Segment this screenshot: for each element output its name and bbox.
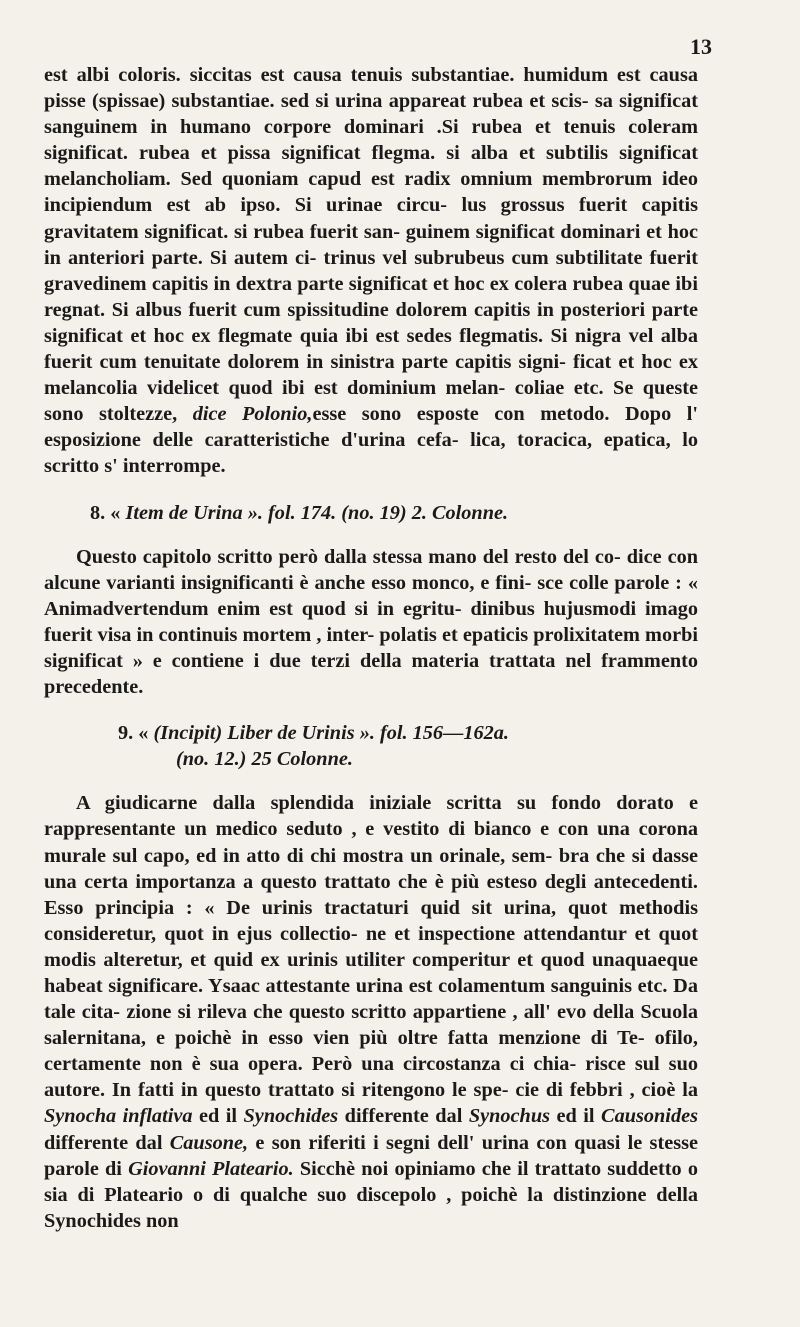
heading-reference: ». fol. 174. (no. 19) 2. Colonne. [247,501,509,524]
text-line: dal [435,1105,469,1128]
text-line: trinus vel subrubeus cum subtilitate fuerit gravedinem capitis in [44,246,698,295]
text-line: ne et inspectione attendantur et quot modis alteretur, et quid ex [44,922,699,971]
italic-term: Synocha inflativa [44,1105,193,1128]
text-line: Ysaac attestante urina est colamentum sanguinis etc. Da tale cita- [44,975,698,1024]
text-line: significat et hoc ex flegmate quia ibi est sedes flegmatis. Si nigra [44,324,622,347]
text-line: i segni dell' urina con quasi le stesse parole di [44,1131,698,1180]
page-body [44,62,698,1234]
text-line: guinem significat dominari et hoc in anteriori parte. Si autem ci- [44,220,698,269]
italic-term: Causonides [601,1105,698,1128]
page-number: 13 [690,34,712,59]
text-line: con metodo. Dopo l' esposizione delle caratteristiche d'urina cefa- [44,403,699,452]
text-line: qualche suo discepolo , poichè la distinzione della Synochides non [44,1183,699,1232]
text-fragment: differente dal [44,1131,170,1154]
text-line: terzi della materia trattata nel frammento precedente. [44,649,698,699]
text-line: omnium membrorum ideo incipiendum est ab ipso. Si urinae circu- [44,168,698,217]
text-line: zione si rileva che questo scritto appartiene , all' evo della Scuola [126,1001,698,1024]
text-line: ofilo, certamente non è sua opera. Però una circostanza ci chia- [44,1027,698,1076]
text-line: dinibus hujusmodi imago fuerit visa in continuis mortem , inter- [44,597,698,646]
text-line: et subtilis significat melancholiam. Sed quoniam capud est radix [44,142,698,191]
text-line: esteso degli antecedenti. Esso principia : « De urinis tractaturi [44,870,698,919]
text-line: causa pisse (spissae) substantiae. sed si urina appareat rubea et scis- [44,64,698,113]
text-line: Sicchè noi opiniamo che il trattato suddetto o sia di Plateario o di [44,1157,698,1206]
text-line: A giudicarne dalla splendida iniziale scritta su fondo dorato e [76,792,698,815]
heading-reference-line2: (no. 12.) 25 Colonne. [176,748,353,771]
heading-number: 8. « [90,501,121,524]
section-heading-8 [44,500,698,526]
text-line: est albi coloris. siccitas est causa tenuis substantiae. humidum est [44,64,641,86]
italic-quote: dice Polonio, [192,403,313,426]
text-line: sa significat sanguinem in humano corpore dominari .Si rubea et [44,90,698,139]
text-line: vel alba fuerit cum tenuitate dolorem in sinistra parte capitis signi- [44,324,698,374]
italic-term: Synochus [468,1105,550,1128]
text-line: corona murale sul capo, ed in atto di chi mostra un orinale, sem- [44,818,698,867]
text-line: lus grossus fuerit capitis gravitatem significat. si rubea fuerit san- [44,194,698,243]
text-line: Questo capitolo scritto però dalla stessa mano del resto del co- [76,545,621,568]
text-line: polatis et epaticis prolixitatem morbi significat » e contiene i due [44,623,698,672]
text-line: albus fuerit cum spissitudine dolorem capitis in posteriori parte [135,298,698,321]
text-fragment: ed il [550,1105,602,1128]
text-fragment: differente [338,1105,429,1128]
text-line: salernitana, e poichè in esso vien più oltre fatta menzione di Te- [44,1027,645,1050]
text-fragment: ed il [192,1105,244,1128]
italic-term: Synochides [243,1105,339,1128]
text-line: quid sit urina, quot methodis consideretur, quot in ejus collectio- [44,896,698,945]
italic-term: Causone, [169,1131,249,1154]
text-line: risce sul suo autore. In fatti in questo trattato si ritengono le spe- [44,1053,698,1102]
heading-reference: ». fol. 156—162a. [359,722,509,745]
text-line: sce colle parole : « Animadvertendum enim est quod si in egritu- [44,571,698,620]
heading-number: 9. « [118,722,149,745]
heading-title: (Incipit) Liber de Urinis [153,722,355,745]
section-heading-9 [44,720,698,772]
text-line: lica, toracica, epatica, lo scritto s' interrompe. [44,429,698,478]
italic-author: Giovanni Plateario. [128,1157,294,1180]
paragraph-3 [44,790,698,1234]
text-line: urinis utiliter comperitur et quod unaquaeque habeat significare. [44,948,698,997]
text-line: dice con alcune varianti insignificanti è anche esso monco, e fini- [44,545,698,594]
text-line: tenuis coleram significat. rubea et pissa significat flegma. si alba [44,116,698,165]
paragraph-2 [44,544,698,701]
text-line: dextra parte significat et hoc ex colera rubea quae ibi regnat. Si [44,272,698,321]
text-line: esse sono esposte [312,403,479,426]
heading-title: Item de Urina [125,501,243,524]
text-line: coliae etc. Se queste sono stoltezze, [44,377,698,426]
text-line: bra che si dasse una certa importanza a questo trattato che è più [44,844,699,893]
paragraph-1 [44,62,698,480]
text-line: cie di febbri , cioè la [515,1079,699,1102]
text-line: rappresentante un medico seduto , e vestito di bianco e con una [44,818,630,841]
text-line: ficat et hoc ex melancolia videlicet quod ibi est dominium melan- [44,351,698,400]
text-fragment: e son riferiti [248,1131,366,1154]
